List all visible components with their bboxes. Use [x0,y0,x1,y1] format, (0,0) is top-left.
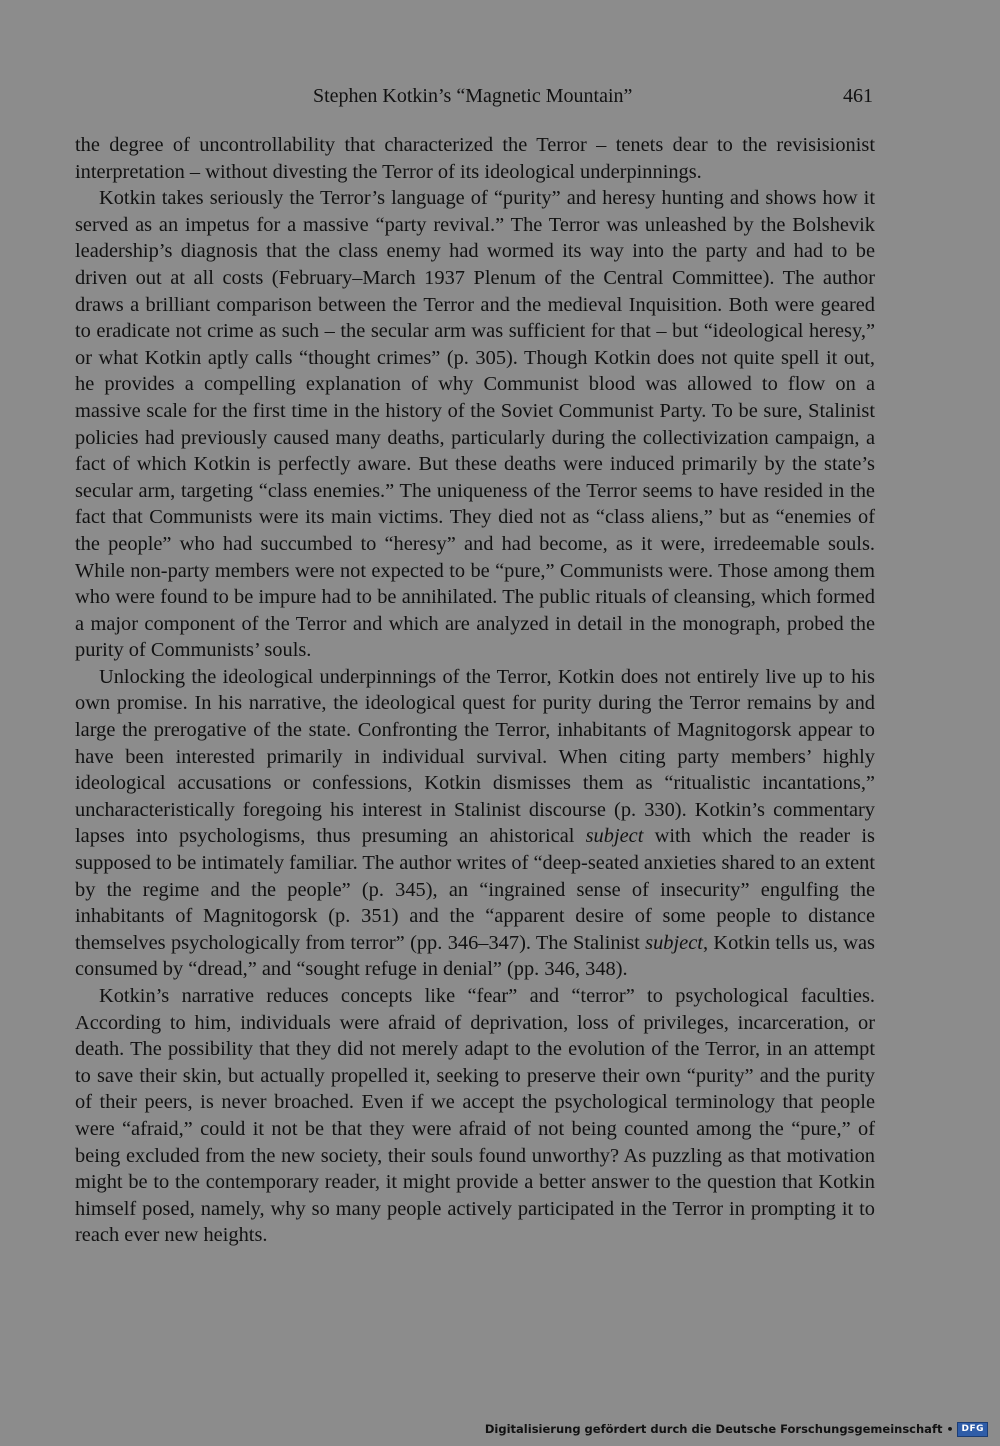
running-header [75,82,875,110]
paragraph-2: Kotkin takes seriously the Terror’s language of “purity” and heresy hunting and shows how it served as an impetus for a massive “party revival.” The Terror was unleashed by the Bolshevik leadership’s diagnosis that the class enemy had wormed its way into the party and had to be driven out at all costs (February–March 1937 Plenum of the Central Committee). The author draws a brilliant comparison between the Terror and the medieval Inquisition. Both were geared to eradicate not crime as such – the secular arm was sufficient for that – but “ideological heresy,” or what Kotkin aptly calls “thought crimes” (p. 305). Though Kotkin does not quite spell it out, he provides a compelling explanation of why Communist blood was allowed to flow on a massive scale for the first time in the history of the Soviet Communist Party. To be sure, Stalinist policies had previously caused many deaths, particularly during the collectivization campaign, a fact of which Kotkin is perfectly aware. But these deaths were induced primarily by the state’s secular arm, targeting “class enemies.” The uniqueness of the Terror seems to have resided in the fact that Communists were its main victims. They died not as “class aliens,” but as “enemies of the people” who had succumbed to “heresy” and had become, as it were, irredeemable souls. While non-party members were not expected to be “pure,” Communists were. Those among them who were found to be impure had to be annihilated. The public rituals of cleansing, which formed a major component of the Terror and which are analyzed in detail in the monograph, probed the purity of Communists’ souls. [75,187,875,662]
footer-separator: • [946,1422,954,1436]
paragraph-3 [75,664,875,983]
dfg-logo: DFG [957,1422,988,1437]
digitization-footer [485,1418,988,1440]
funding-note: Digitalisierung gefördert durch die Deutsche Forschungsgemeinschaft [484,1422,943,1436]
paragraph-4: Kotkin’s narrative reduces concepts like “fear” and “terror” to psychological faculties. According to him, individuals were afraid of deprivation, loss of privileges, incarceration, or death. The possibility that they did not merely adapt to the evolution of the Terror, in an attempt to save their skin, but actually propelled it, seeking to preserve their own “purity” and the purity of their peers, is never broached. Even if we accept the psychological terminology that people were “afraid,” could it not be that they were afraid of not being counted among the “pure,” of being excluded from the new society, their souls found unworthy? As puzzling as that motivation might be to the contemporary reader, it might provide a better answer to the question that Kotkin himself posed, namely, why so many people actively participated in the Terror in prompting it to reach ever new heights. [75,985,875,1247]
paragraph-3-start: Unlocking the ideological underpinnings of the Terror, Kotkin does not entirely live up to his own promise. In his narrative, the ideological quest for purity during the Terror remains by and large the prerogative of the state. Confronting the Terror, inhabitants of Magnitogorsk appear to have been interested primarily in individual survival. When citing party members’ highly ideological accusations or confessions, Kotkin dismisses them as “ritualistic incantations,” uncharacteristically foregoing his interest in Stalinist discourse (p. 330). Kotkin’s commentary lapses into psychologisms, thus presuming an ahistorical [75,665,875,848]
paragraph-3-middle: with which the reader is supposed to be intimately familiar. The author writes of “deep-seated anxieties shared to an extent by the regime and the people” (p. 345), an “ingrained sense of insecurity” engulfing the inhabitants of Magnitogorsk (p. 351) and the “apparent desire of some people to distance themselves psychologically from terror” (pp. 346–347). The Stalinist [75,825,875,954]
paragraph-1: the degree of uncontrollability that characterized the Terror – tenets dear to the revisisionist interpretation – without divesting the Terror of its ideological underpinnings. [75,134,875,183]
page-number: 461 [843,85,873,107]
running-title: Stephen Kotkin’s “Magnetic Mountain” [313,85,633,107]
emphasis-subject-2: subject [645,931,703,954]
article-body [75,132,875,1249]
emphasis-subject-1: subject [585,825,644,848]
paragraph-3-end: , Kotkin tells us, was consumed by “dread,” and “sought refuge in denial” (pp. 346, 348). [75,931,875,981]
